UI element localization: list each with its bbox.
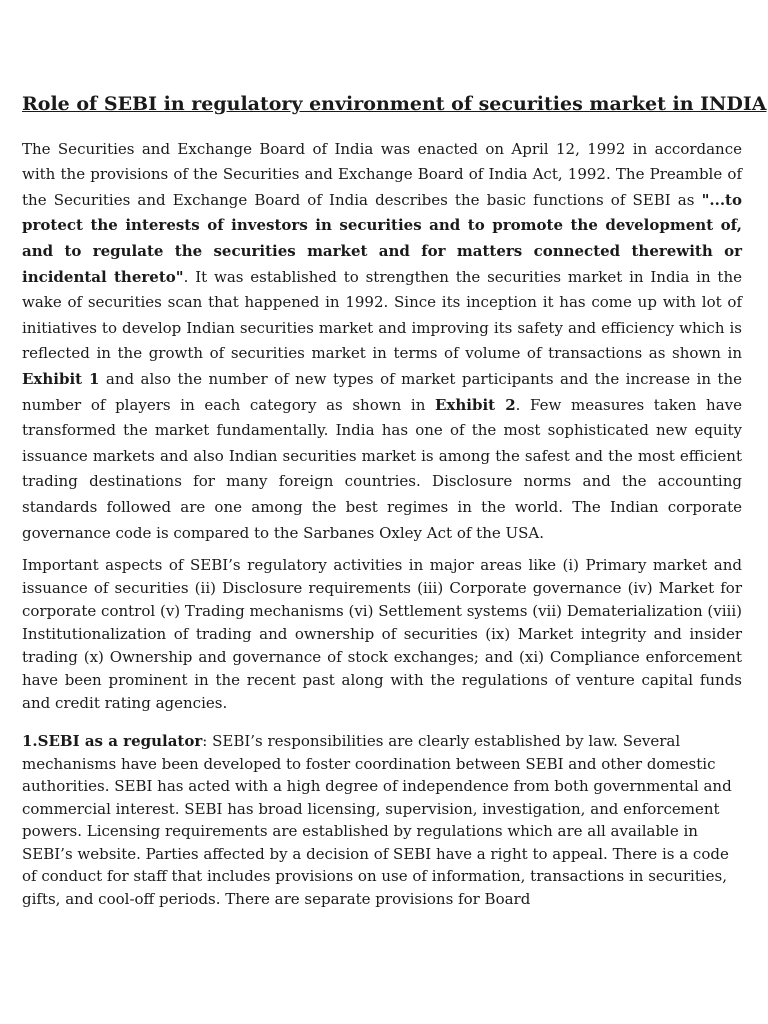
intro-text-c: and also the number of new types of market participants and the increase in the number of players in each category as shown in bbox=[22, 370, 742, 414]
section-heading-sebi-regulator: 1.SEBI as a regulator bbox=[22, 732, 203, 751]
intro-text-a: The Securities and Exchange Board of India was enacted on April 12, 1992 in accordance with the provisions of the Securities and Exchange Board of India Act, 1992. The Preamble of the Securities and Exchange Board of India describes the basic functions of SEBI as bbox=[22, 139, 742, 209]
intro-text-d: . Few measures taken have transformed the market fundamentally. India has one of the most sophisticated new equity issuance markets and also Indian securities market is among the safest and the most efficient trading destinations for many foreign countries. Disclosure norms and the accounting standards followed are one among the best regimes in the world. The Indian corporate governance code is compared to the Sarbanes Oxley Act of the USA. bbox=[22, 395, 742, 542]
exhibit-1-reference: Exhibit 1 bbox=[22, 370, 100, 389]
paragraph-regulatory-aspects: Important aspects of SEBI’s regulatory activities in major areas like (i) Primary market and issuance of securities (ii) Disclosure requirements (iii) Corporate governance (iv) Market for corporate control (v) Trading mechanisms (vi) Settlement systems (vii) Dematerialization (viii) Institutionalization of trading and ownership of securities (ix) Market integrity and insider trading (x) Ownership and governance of stock exchanges; and (xi) Compliance enforcement have been prominent in the recent past along with the regulations of venture capital funds and credit rating agencies. bbox=[22, 556, 742, 713]
intro-text-b: . It was established to strengthen the securities market in India in the wake of securities scan that happened in 1992. Since its inception it has come up with lot of initiatives to develop Indian securities market and improving its safety and efficiency which is reflected in the growth of securities market in terms of volume of transactions as shown in bbox=[22, 267, 743, 363]
paragraph-introduction bbox=[22, 137, 742, 547]
document-page bbox=[22, 92, 767, 910]
paragraph-sebi-as-regulator bbox=[22, 730, 742, 910]
exhibit-2-reference: Exhibit 2 bbox=[435, 395, 516, 414]
section-text-sebi-regulator: : SEBI’s responsibilities are clearly established by law. Several mechanisms have been developed to foster coordination between SEBI and other domestic authorities. SEBI has acted with a high degree of independence from both governmental and commercial interest. SEBI has broad licensing, supervision, investigation, and enforcement powers. Licensing requirements are established by regulations which are all available in SEBI’s website. Parties affected by a decision of SEBI have a right to appeal. There is a code of conduct for staff that includes provisions on use of information, transactions in securities, gifts, and cool-off periods. There are separate provisions for Board bbox=[22, 732, 732, 908]
preamble-quote: "...to protect the interests of investors in securities and to promote the development of, and to regulate the securities market and for matters connected therewith or incidental thereto" bbox=[22, 190, 742, 286]
document-title: Role of SEBI in regulatory environment of securities market in INDIA bbox=[22, 93, 767, 115]
